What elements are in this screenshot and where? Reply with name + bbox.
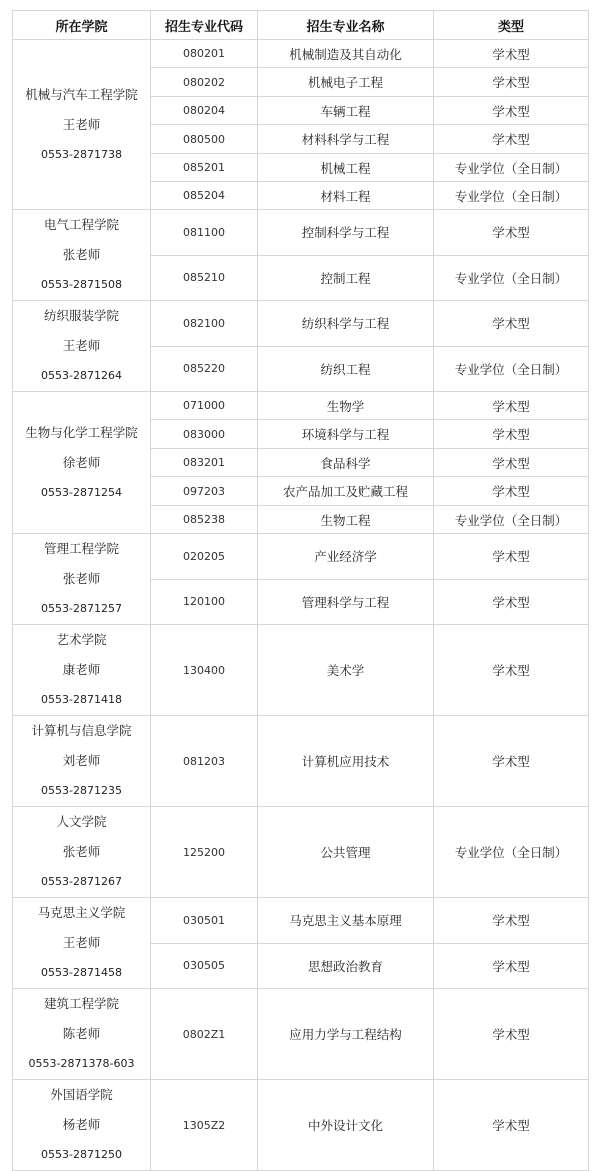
table-row xyxy=(13,716,589,807)
program-type: 学术型 xyxy=(434,392,589,420)
program-type: 学术型 xyxy=(434,989,589,1080)
college-name: 马克思主义学院 xyxy=(37,905,126,920)
program-type: 学术型 xyxy=(434,898,589,944)
program-name: 环境科学与工程 xyxy=(258,420,434,449)
table-row xyxy=(13,898,589,944)
table-row xyxy=(13,1080,589,1171)
program-code: 020205 xyxy=(151,534,258,580)
program-type: 学术型 xyxy=(434,97,589,125)
college-name: 管理工程学院 xyxy=(43,541,119,556)
program-code: 0802Z1 xyxy=(151,989,258,1080)
program-code: 085220 xyxy=(151,346,258,392)
program-code: 083201 xyxy=(151,449,258,477)
contact-phone: 0553-2871235 xyxy=(41,784,122,797)
contact-teacher: 刘老师 xyxy=(62,753,101,768)
table-row xyxy=(13,534,589,580)
program-type: 学术型 xyxy=(434,420,589,449)
program-code: 080204 xyxy=(151,97,258,125)
contact-phone: 0553-2871257 xyxy=(41,602,122,615)
table-row xyxy=(13,301,589,347)
contact-phone: 0553-2871267 xyxy=(41,875,122,888)
college-name: 机械与汽车工程学院 xyxy=(25,86,138,102)
program-type: 专业学位（全日制） xyxy=(434,807,589,898)
table-row xyxy=(13,40,589,68)
program-code: 085204 xyxy=(151,182,258,210)
college-cell xyxy=(13,898,151,989)
college-name: 艺术学院 xyxy=(56,632,107,647)
program-type: 学术型 xyxy=(434,301,589,347)
program-type: 学术型 xyxy=(434,579,589,625)
program-code: 071000 xyxy=(151,392,258,420)
contact-phone: 0553-2871508 xyxy=(41,278,122,291)
program-name: 机械工程 xyxy=(258,154,434,182)
program-code: 085238 xyxy=(151,506,258,534)
header-type: 类型 xyxy=(434,11,589,40)
college-cell xyxy=(13,989,151,1080)
contact-teacher: 徐老师 xyxy=(62,454,101,470)
program-name: 纺织工程 xyxy=(258,346,434,392)
table-row xyxy=(13,989,589,1080)
contact-phone: 0553-2871378-603 xyxy=(28,1057,135,1070)
program-type: 学术型 xyxy=(434,40,589,68)
program-name: 车辆工程 xyxy=(258,97,434,125)
admissions-table-container xyxy=(12,10,588,1171)
college-name: 建筑工程学院 xyxy=(43,996,119,1011)
contact-teacher: 张老师 xyxy=(62,844,101,859)
program-name: 思想政治教育 xyxy=(258,943,434,989)
program-code: 120100 xyxy=(151,579,258,625)
contact-teacher: 王老师 xyxy=(62,116,101,132)
program-type: 学术型 xyxy=(434,68,589,97)
contact-phone: 0553-2871418 xyxy=(41,693,122,706)
program-name: 控制科学与工程 xyxy=(258,210,434,256)
program-name: 材料科学与工程 xyxy=(258,125,434,154)
program-type: 专业学位（全日制） xyxy=(434,255,589,301)
college-name: 生物与化学工程学院 xyxy=(25,424,138,440)
program-code: 1305Z2 xyxy=(151,1080,258,1171)
program-name: 食品科学 xyxy=(258,449,434,477)
program-code: 081100 xyxy=(151,210,258,256)
college-name: 电气工程学院 xyxy=(43,217,119,232)
header-program-code: 招生专业代码 xyxy=(151,11,258,40)
program-name: 生物学 xyxy=(258,392,434,420)
program-name: 应用力学与工程结构 xyxy=(258,989,434,1080)
program-type: 专业学位（全日制） xyxy=(434,506,589,534)
college-cell xyxy=(13,716,151,807)
program-code: 081203 xyxy=(151,716,258,807)
header-college: 所在学院 xyxy=(13,11,151,40)
college-cell xyxy=(13,807,151,898)
college-name: 纺织服装学院 xyxy=(43,308,119,323)
contact-teacher: 王老师 xyxy=(62,338,101,353)
program-name: 纺织科学与工程 xyxy=(258,301,434,347)
program-type: 学术型 xyxy=(434,1080,589,1171)
program-type: 学术型 xyxy=(434,943,589,989)
college-name: 外国语学院 xyxy=(50,1087,113,1102)
program-type: 专业学位（全日制） xyxy=(434,154,589,182)
contact-phone: 0553-2871250 xyxy=(41,1148,122,1161)
program-name: 生物工程 xyxy=(258,506,434,534)
program-type: 学术型 xyxy=(434,125,589,154)
program-code: 080201 xyxy=(151,40,258,68)
contact-phone: 0553-2871254 xyxy=(41,485,122,499)
table-row xyxy=(13,807,589,898)
header-program-name: 招生专业名称 xyxy=(258,11,434,40)
program-type: 专业学位（全日制） xyxy=(434,182,589,210)
contact-teacher: 陈老师 xyxy=(62,1026,101,1041)
program-name: 农产品加工及贮藏工程 xyxy=(258,477,434,506)
table-row xyxy=(13,392,589,420)
program-name: 美术学 xyxy=(258,625,434,716)
program-name: 管理科学与工程 xyxy=(258,579,434,625)
program-name: 材料工程 xyxy=(258,182,434,210)
program-name: 公共管理 xyxy=(258,807,434,898)
contact-phone: 0553-2871738 xyxy=(41,147,122,161)
table-row xyxy=(13,210,589,256)
college-cell xyxy=(13,210,151,301)
program-name: 机械制造及其自动化 xyxy=(258,40,434,68)
program-code: 080202 xyxy=(151,68,258,97)
contact-teacher: 张老师 xyxy=(62,571,101,586)
college-cell xyxy=(13,40,151,210)
program-name: 控制工程 xyxy=(258,255,434,301)
program-type: 学术型 xyxy=(434,625,589,716)
contact-teacher: 康老师 xyxy=(62,662,101,677)
program-code: 085210 xyxy=(151,255,258,301)
program-type: 学术型 xyxy=(434,210,589,256)
college-cell xyxy=(13,534,151,625)
table-header xyxy=(13,11,589,40)
contact-teacher: 王老师 xyxy=(62,935,101,950)
table-body xyxy=(13,40,589,1171)
program-type: 学术型 xyxy=(434,716,589,807)
program-name: 计算机应用技术 xyxy=(258,716,434,807)
admissions-table xyxy=(12,10,589,1171)
contact-phone: 0553-2871264 xyxy=(41,369,122,382)
college-name: 计算机与信息学院 xyxy=(31,723,132,738)
program-code: 030505 xyxy=(151,943,258,989)
program-name: 机械电子工程 xyxy=(258,68,434,97)
program-name: 中外设计文化 xyxy=(258,1080,434,1171)
program-type: 学术型 xyxy=(434,534,589,580)
program-code: 097203 xyxy=(151,477,258,506)
program-type: 学术型 xyxy=(434,449,589,477)
program-name: 产业经济学 xyxy=(258,534,434,580)
college-cell xyxy=(13,392,151,534)
college-cell xyxy=(13,301,151,392)
program-code: 083000 xyxy=(151,420,258,449)
program-code: 125200 xyxy=(151,807,258,898)
contact-teacher: 张老师 xyxy=(62,247,101,262)
program-type: 学术型 xyxy=(434,477,589,506)
program-code: 080500 xyxy=(151,125,258,154)
contact-teacher: 杨老师 xyxy=(62,1117,101,1132)
program-code: 030501 xyxy=(151,898,258,944)
table-row xyxy=(13,625,589,716)
college-cell xyxy=(13,1080,151,1171)
program-code: 085201 xyxy=(151,154,258,182)
contact-phone: 0553-2871458 xyxy=(41,966,122,979)
program-code: 082100 xyxy=(151,301,258,347)
program-name: 马克思主义基本原理 xyxy=(258,898,434,944)
college-cell xyxy=(13,625,151,716)
college-name: 人文学院 xyxy=(56,814,107,829)
header-row xyxy=(13,11,589,40)
program-code: 130400 xyxy=(151,625,258,716)
program-type: 专业学位（全日制） xyxy=(434,346,589,392)
